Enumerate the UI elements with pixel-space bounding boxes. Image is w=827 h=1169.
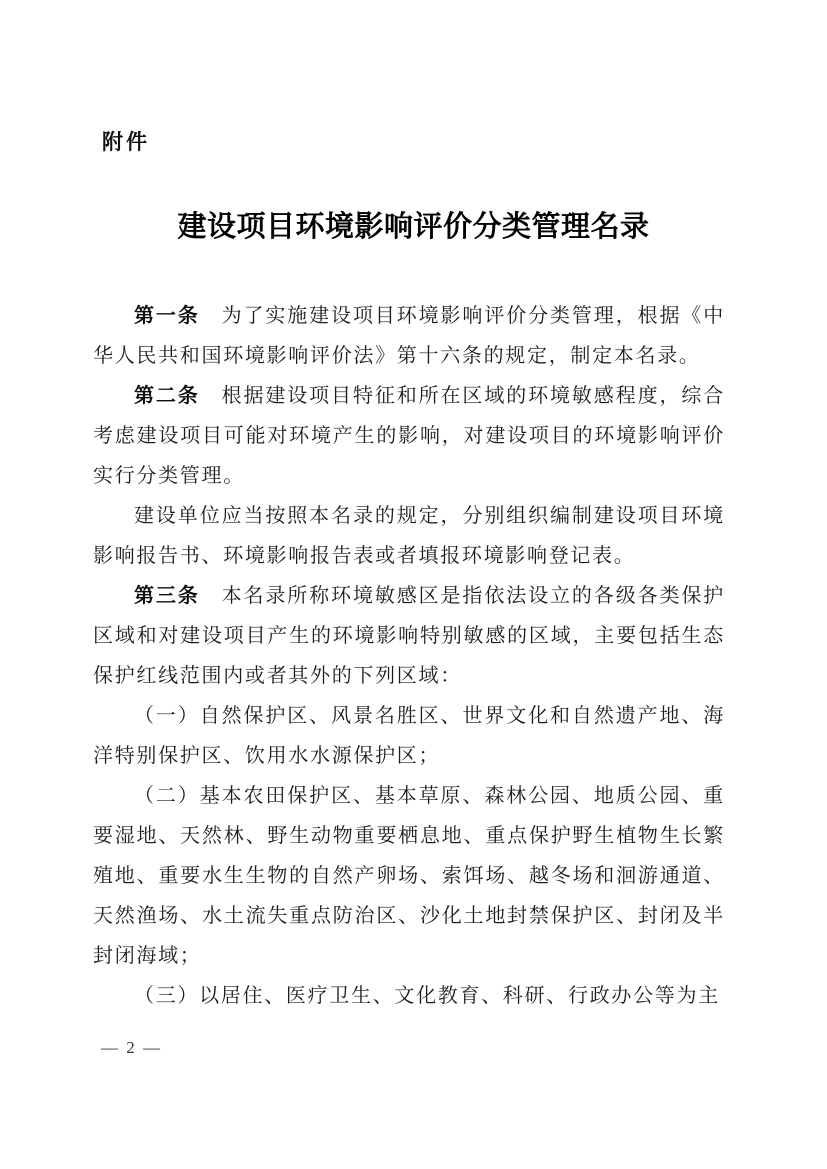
document-body — [93, 296, 725, 1016]
paragraph: 第三条 本名录所称环境敏感区是指依法设立的各级各类保护区域和对建设项目产生的环境影响特别敏感的区域，主要包括生态保护红线范围内或者其外的下列区域： — [93, 585, 725, 687]
article-number: 第一条 — [134, 305, 200, 327]
paragraph: （三）以居住、医疗卫生、文化教育、科研、行政办公等为主 — [134, 985, 720, 1007]
paragraph: （二）基本农田保护区、基本草原、森林公园、地质公园、重要湿地、天然林、野生动物重要栖息地、重点保护野生植物生长繁殖地、重要水生生物的自然产卵场、索饵场、越冬场和洄游通道、天然渔场、水土流失重点防治区、沙化土地封禁保护区、封闭及半封闭海域； — [93, 785, 725, 967]
paragraph: 第二条 根据建设项目特征和所在区域的环境敏感程度，综合考虑建设项目可能对环境产生的影响，对建设项目的环境影响评价实行分类管理。 — [93, 385, 725, 487]
page-number: — 2 — — [101, 1038, 162, 1057]
page-title: 建设项目环境影响评价分类管理名录 — [177, 211, 650, 243]
article-number: 第三条 — [134, 585, 200, 607]
paragraph: 建设单位应当按照本名录的规定，分别组织编制建设项目环境影响报告书、环境影响报告表或者填报环境影响登记表。 — [93, 505, 725, 567]
page-footer — [101, 1038, 162, 1058]
article-number: 第二条 — [134, 385, 200, 407]
paragraph: （一）自然保护区、风景名胜区、世界文化和自然遗产地、海洋特别保护区、饮用水水源保护区； — [93, 705, 725, 767]
attachment-label: 附件 — [102, 131, 150, 154]
paragraph: 第一条 为了实施建设项目环境影响评价分类管理，根据《中华人民共和国环境影响评价法》第十六条的规定，制定本名录。 — [93, 305, 725, 367]
